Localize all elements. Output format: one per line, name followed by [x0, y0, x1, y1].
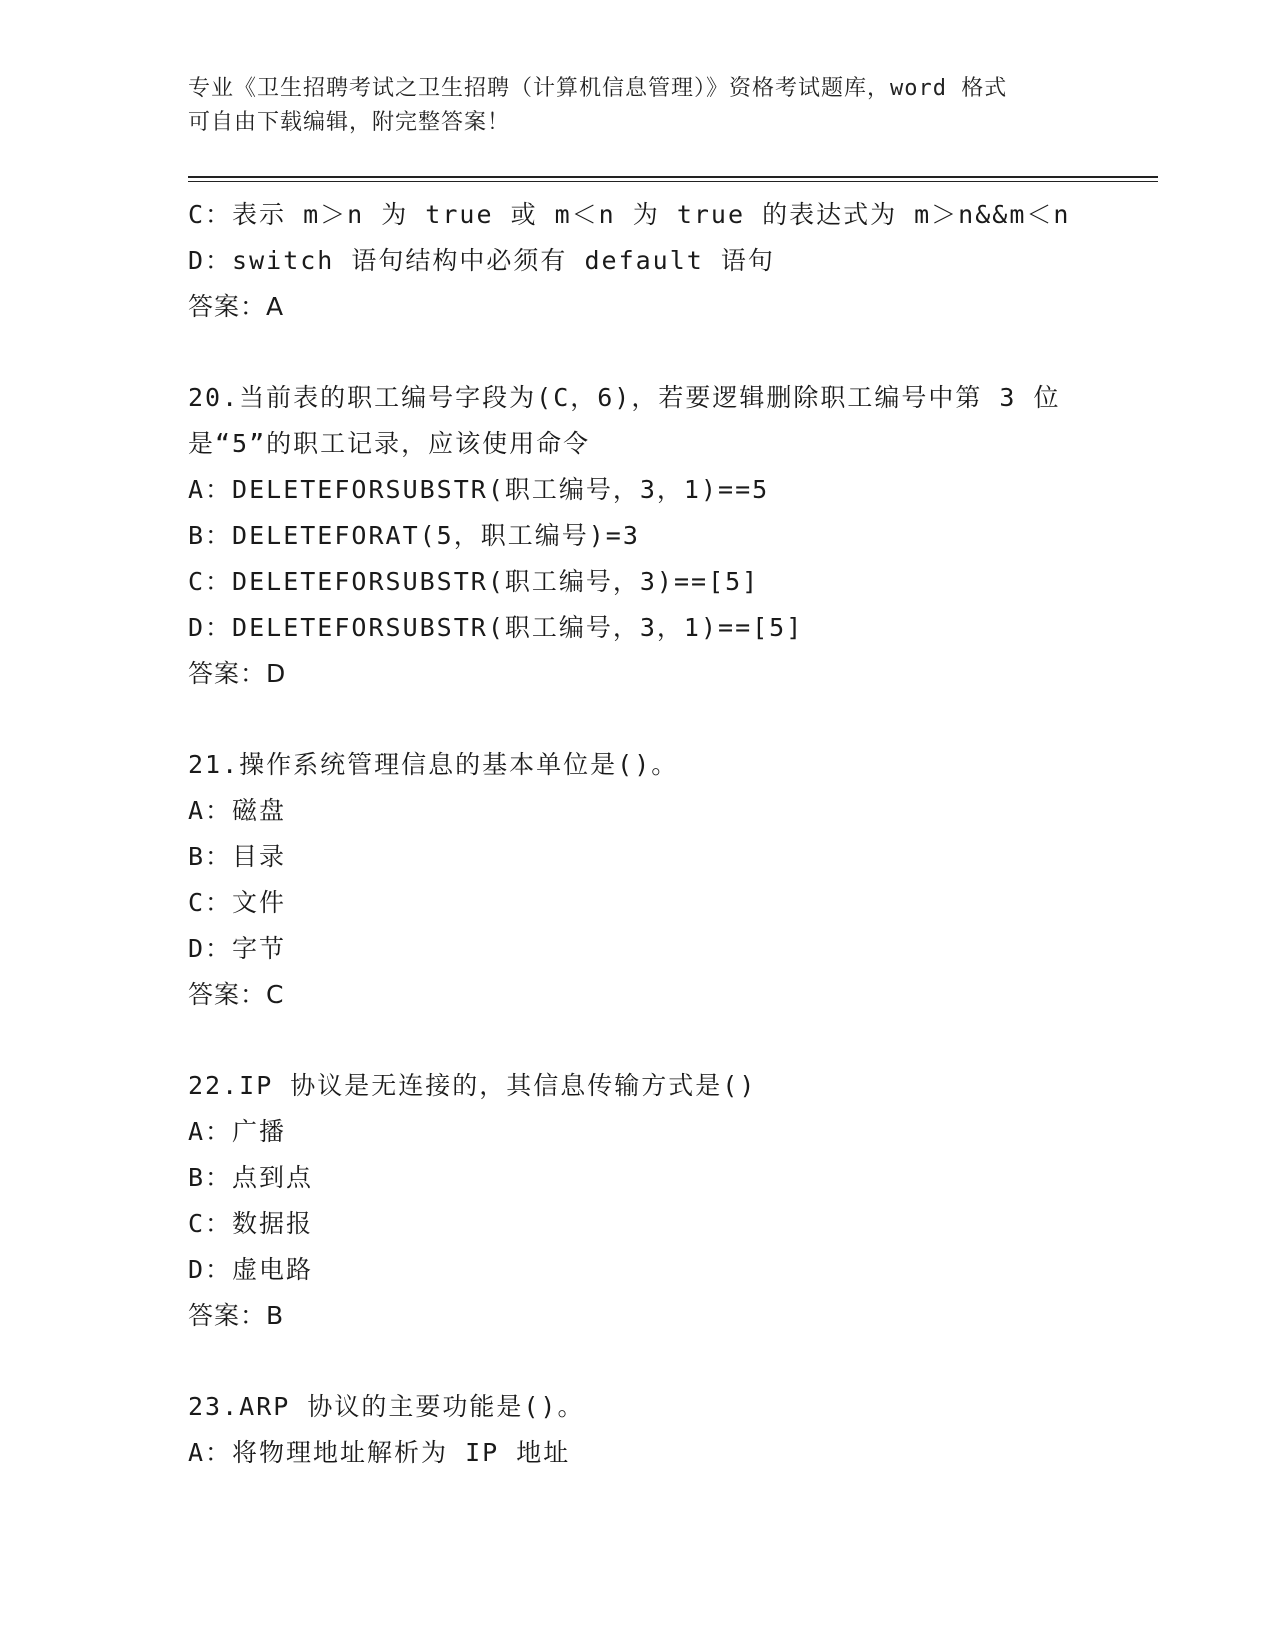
- question-stem: 22.IP 协议是无连接的，其信息传输方式是(): [188, 1071, 757, 1100]
- option-a: A：DELETEFORSUBSTR(职工编号，3，1)==5: [188, 475, 770, 504]
- option-d: D：字节: [188, 934, 287, 963]
- option-c: C：数据报: [188, 1209, 314, 1238]
- answer: 答案：A: [188, 292, 285, 321]
- question-20: [188, 375, 1148, 697]
- option-a: A：磁盘: [188, 796, 287, 825]
- option-a: A：将物理地址解析为 IP 地址: [188, 1438, 571, 1467]
- option-c: C：文件: [188, 888, 287, 917]
- option-b: B：DELETEFORAT(5，职工编号)=3: [188, 521, 640, 550]
- option-d: D：DELETEFORSUBSTR(职工编号，3，1)==[5]: [188, 613, 804, 642]
- question-stem-continued: 是“5”的职工记录，应该使用命令: [188, 429, 591, 458]
- document-body: [188, 192, 1148, 1476]
- option-c: C：DELETEFORSUBSTR(职工编号，3)==[5]: [188, 567, 760, 596]
- document-header: [188, 72, 1068, 140]
- question-19-tail: [188, 192, 1148, 330]
- option-d: D：虚电路: [188, 1255, 314, 1284]
- answer: 答案：D: [188, 659, 287, 688]
- question-21: [188, 742, 1148, 1018]
- option-c: C：表示 m＞n 为 true 或 m＜n 为 true 的表达式为 m＞n&&m＜n: [188, 200, 1071, 229]
- question-stem: 21.操作系统管理信息的基本单位是()。: [188, 750, 679, 779]
- option-d: D：switch 语句结构中必须有 default 语句: [188, 246, 775, 275]
- question-stem: 20.当前表的职工编号字段为(C，6)，若要逻辑删除职工编号中第 3 位: [188, 383, 1061, 412]
- header-divider-thin: [188, 181, 1158, 182]
- header-divider-thick: [188, 176, 1158, 178]
- answer: 答案：B: [188, 1301, 285, 1330]
- question-stem: 23.ARP 协议的主要功能是()。: [188, 1392, 585, 1421]
- option-b: B：目录: [188, 842, 287, 871]
- header-line-2: 可自由下载编辑，附完整答案！: [188, 110, 511, 135]
- option-a: A：广播: [188, 1117, 287, 1146]
- option-b: B：点到点: [188, 1163, 314, 1192]
- question-23: [188, 1384, 1148, 1476]
- header-line-1: 专业《卫生招聘考试之卫生招聘（计算机信息管理）》资格考试题库，word 格式: [188, 76, 1008, 101]
- answer: 答案：C: [188, 980, 285, 1009]
- question-22: [188, 1063, 1148, 1339]
